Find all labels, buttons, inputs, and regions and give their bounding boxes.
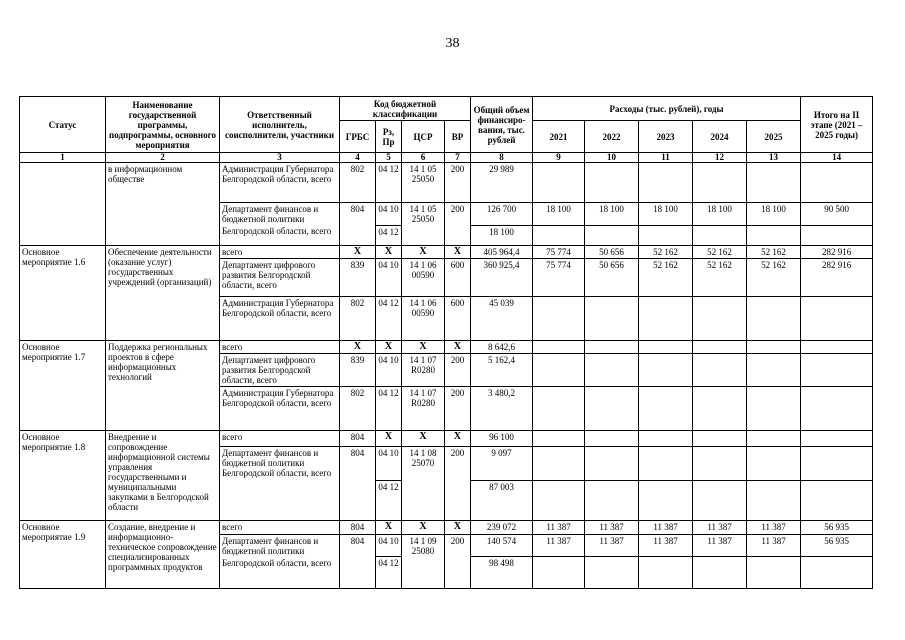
- responsible-cell: Администрация Губернатора Белгородской области, всего: [220, 163, 340, 203]
- page-number: 38: [445, 36, 460, 51]
- name-cell: Создание, внедрение и информационно-техническое сопровождение специализированных программных продуктов: [106, 520, 220, 589]
- total-cell: 98 498: [471, 557, 533, 589]
- stage-cell: 282 916: [801, 245, 873, 258]
- x-mark: Х: [402, 430, 445, 446]
- column-number: 5: [376, 153, 402, 163]
- year-cell: [639, 430, 693, 446]
- year-cell: [693, 163, 747, 203]
- status-cell: [20, 163, 106, 246]
- table-row: [20, 245, 873, 258]
- year-cell: [585, 225, 639, 245]
- year-2022-cell: 11 387: [585, 534, 639, 557]
- responsible-cell: Департамент финансов и бюджетной политики: [220, 203, 340, 226]
- stage-cell: 90 500: [801, 203, 873, 226]
- year-cell: [747, 386, 801, 430]
- year-cell: [585, 557, 639, 589]
- total-cell: 360 925,4: [471, 258, 533, 296]
- stage-cell: [801, 446, 873, 480]
- header-2023: 2023: [639, 121, 693, 153]
- x-mark: Х: [445, 430, 471, 446]
- status-cell: Основное мероприятие 1.6: [20, 245, 106, 340]
- stage-cell: [801, 225, 873, 245]
- grbs-cell: 839: [340, 258, 376, 296]
- column-number: 13: [747, 153, 801, 163]
- column-number: 8: [471, 153, 533, 163]
- year-cell: [693, 386, 747, 430]
- year-2022-cell: 18 100: [585, 203, 639, 226]
- csr-cell: 14 1 08 25070: [402, 446, 445, 520]
- year-cell: [747, 225, 801, 245]
- year-cell: [585, 430, 639, 446]
- year-cell: [747, 163, 801, 203]
- stage-cell: [801, 353, 873, 386]
- x-mark: Х: [402, 340, 445, 353]
- table-row: [20, 163, 873, 203]
- year-2025-cell: 52 162: [747, 245, 801, 258]
- vr-cell: 200: [445, 446, 471, 520]
- year-cell: [747, 296, 801, 340]
- status-cell: Основное мероприятие 1.8: [20, 430, 106, 520]
- stage-cell: 56 935: [801, 520, 873, 534]
- total-cell: 8 642,6: [471, 340, 533, 353]
- header-responsible: Ответственный исполнитель, соисполнители, участники: [220, 97, 340, 153]
- stage-cell: [801, 480, 873, 520]
- year-2022-cell: 50 656: [585, 245, 639, 258]
- year-2024-cell: 18 100: [693, 203, 747, 226]
- year-cell: [533, 446, 585, 480]
- vr-cell: 200: [445, 534, 471, 589]
- year-cell: [533, 340, 585, 353]
- total-cell: 29 989: [471, 163, 533, 203]
- rzpr-cell: 04 12: [376, 296, 402, 340]
- header-name: Наименование государственной программы, подпрограммы, основного мероприятия: [106, 97, 220, 153]
- column-number: 6: [402, 153, 445, 163]
- year-cell: [639, 557, 693, 589]
- x-mark: Х: [445, 340, 471, 353]
- name-cell: Обеспечение деятельности (оказание услуг) государственных учреждений (организаций): [106, 245, 220, 340]
- year-2022-cell: 11 387: [585, 520, 639, 534]
- year-cell: [747, 446, 801, 480]
- rzpr-cell: 04 10: [376, 534, 402, 557]
- year-2023-cell: 11 387: [639, 520, 693, 534]
- grbs-cell: 802: [340, 296, 376, 340]
- column-number: 11: [639, 153, 693, 163]
- year-cell: [639, 353, 693, 386]
- x-mark: Х: [340, 245, 376, 258]
- vr-cell: 600: [445, 258, 471, 296]
- year-2021-cell: 11 387: [533, 534, 585, 557]
- year-cell: [693, 353, 747, 386]
- rzpr-cell: 04 12: [376, 225, 402, 245]
- csr-cell: 14 1 07 R0280: [402, 353, 445, 386]
- total-cell: 239 072: [471, 520, 533, 534]
- year-cell: [693, 430, 747, 446]
- year-cell: [639, 340, 693, 353]
- year-cell: [747, 557, 801, 589]
- year-2023-cell: 52 162: [639, 245, 693, 258]
- total-cell: 405 964,4: [471, 245, 533, 258]
- csr-cell: 14 1 06 00590: [402, 296, 445, 340]
- year-cell: [533, 296, 585, 340]
- header-grbs: ГРБС: [340, 121, 376, 153]
- year-cell: [693, 557, 747, 589]
- rzpr-cell: 04 12: [376, 480, 402, 520]
- grbs-cell: 804: [340, 203, 376, 246]
- grbs-cell: 804: [340, 520, 376, 534]
- year-2021-cell: 18 100: [533, 203, 585, 226]
- year-cell: [585, 353, 639, 386]
- year-cell: [585, 163, 639, 203]
- year-cell: [585, 446, 639, 480]
- column-number: 10: [585, 153, 639, 163]
- grbs-cell: 802: [340, 163, 376, 203]
- column-number: 12: [693, 153, 747, 163]
- year-cell: [639, 386, 693, 430]
- responsible-cell: Департамент цифрового развития Белгородской области, всего: [220, 353, 340, 386]
- vr-cell: 200: [445, 353, 471, 386]
- year-2021-cell: 75 774: [533, 258, 585, 296]
- column-number-row: [20, 153, 873, 163]
- header-2021: 2021: [533, 121, 585, 153]
- grbs-cell: 804: [340, 534, 376, 589]
- year-cell: [639, 225, 693, 245]
- header-expenses: Расходы (тыс. рублей), годы: [533, 97, 801, 121]
- header-budget-code: Код бюджетной классификации: [340, 97, 471, 121]
- header-2022: 2022: [585, 121, 639, 153]
- year-2024-cell: 52 162: [693, 245, 747, 258]
- csr-cell: 14 1 05 25050: [402, 203, 445, 246]
- year-cell: [747, 430, 801, 446]
- year-cell: [585, 340, 639, 353]
- name-cell: Внедрение и сопровождение информационной системы управления государственными и муниципальными закупками в Белгородской области: [106, 430, 220, 520]
- rzpr-cell: 04 10: [376, 353, 402, 386]
- year-2024-cell: 11 387: [693, 520, 747, 534]
- stage-cell: [801, 296, 873, 340]
- year-cell: [533, 557, 585, 589]
- year-2025-cell: 11 387: [747, 520, 801, 534]
- header-2025: 2025: [747, 121, 801, 153]
- stage-cell: 56 935: [801, 534, 873, 557]
- stage-cell: [801, 386, 873, 430]
- x-mark: Х: [376, 245, 402, 258]
- year-cell: [533, 225, 585, 245]
- rzpr-cell: 04 10: [376, 446, 402, 480]
- rzpr-cell: 04 12: [376, 386, 402, 430]
- year-2024-cell: 52 162: [693, 258, 747, 296]
- year-cell: [639, 480, 693, 520]
- responsible-cell: всего: [220, 430, 340, 446]
- year-cell: [533, 163, 585, 203]
- responsible-cell: всего: [220, 245, 340, 258]
- year-2021-cell: 75 774: [533, 245, 585, 258]
- header-total-volume: Общий объем финансиро-вания, тыс. рублей: [471, 97, 533, 153]
- header-stage-total: Итого на II этапе (2021 – 2025 годы): [801, 97, 873, 153]
- grbs-cell: 804: [340, 446, 376, 520]
- year-cell: [693, 340, 747, 353]
- responsible-cell: всего: [220, 340, 340, 353]
- status-cell: Основное мероприятие 1.7: [20, 340, 106, 430]
- x-mark: Х: [376, 340, 402, 353]
- header-csr: ЦСР: [402, 121, 445, 153]
- year-cell: [747, 480, 801, 520]
- column-number: 9: [533, 153, 585, 163]
- year-2024-cell: 11 387: [693, 534, 747, 557]
- table-row: [20, 520, 873, 534]
- x-mark: Х: [445, 520, 471, 534]
- responsible-cell: Белгородской области, всего: [220, 225, 340, 245]
- status-cell: Основное мероприятие 1.9: [20, 520, 106, 589]
- rzpr-cell: 04 10: [376, 258, 402, 296]
- x-mark: Х: [402, 520, 445, 534]
- year-2025-cell: 18 100: [747, 203, 801, 226]
- year-2023-cell: 52 162: [639, 258, 693, 296]
- total-cell: 45 039: [471, 296, 533, 340]
- year-cell: [533, 386, 585, 430]
- header-rzpr: Рз, Пр: [376, 121, 402, 153]
- table-row: [20, 340, 873, 353]
- rzpr-cell: 04 12: [376, 163, 402, 203]
- responsible-cell: Департамент цифрового развития Белгородской области, всего: [220, 258, 340, 296]
- column-number: 1: [20, 153, 106, 163]
- responsible-cell: Департамент финансов и бюджетной политики: [220, 534, 340, 557]
- stage-cell: [801, 163, 873, 203]
- column-number: 14: [801, 153, 873, 163]
- total-cell: 87 003: [471, 480, 533, 520]
- total-cell: 18 100: [471, 225, 533, 245]
- header-2024: 2024: [693, 121, 747, 153]
- year-cell: [693, 296, 747, 340]
- year-2025-cell: 11 387: [747, 534, 801, 557]
- year-cell: [585, 386, 639, 430]
- total-cell: 5 162,4: [471, 353, 533, 386]
- year-cell: [639, 446, 693, 480]
- year-cell: [747, 353, 801, 386]
- year-2022-cell: 50 656: [585, 258, 639, 296]
- x-mark: Х: [402, 245, 445, 258]
- stage-cell: 282 916: [801, 258, 873, 296]
- year-2023-cell: 11 387: [639, 534, 693, 557]
- year-cell: [747, 340, 801, 353]
- stage-cell: [801, 557, 873, 589]
- column-number: 7: [445, 153, 471, 163]
- header-vr: ВР: [445, 121, 471, 153]
- rzpr-cell: 04 12: [376, 557, 402, 589]
- x-mark: Х: [376, 430, 402, 446]
- vr-cell: 200: [445, 163, 471, 203]
- responsible-cell: Администрация Губернатора Белгородской области, всего: [220, 296, 340, 340]
- csr-cell: 14 1 09 25080: [402, 534, 445, 589]
- year-2023-cell: 18 100: [639, 203, 693, 226]
- year-cell: [533, 480, 585, 520]
- column-number: 2: [106, 153, 220, 163]
- header-status: Статус: [20, 97, 106, 153]
- responsible-cell: Администрация Губернатора Белгородской области, всего: [220, 386, 340, 430]
- responsible-cell: Департамент финансов и бюджетной политики Белгородской области, всего: [220, 446, 340, 520]
- stage-cell: [801, 340, 873, 353]
- total-cell: 3 480,2: [471, 386, 533, 430]
- grbs-cell: 839: [340, 353, 376, 386]
- year-cell: [693, 480, 747, 520]
- stage-cell: [801, 430, 873, 446]
- year-cell: [585, 296, 639, 340]
- year-cell: [639, 163, 693, 203]
- x-mark: Х: [445, 245, 471, 258]
- total-cell: 140 574: [471, 534, 533, 557]
- year-cell: [533, 353, 585, 386]
- grbs-cell: 802: [340, 386, 376, 430]
- x-mark: Х: [340, 340, 376, 353]
- year-2021-cell: 11 387: [533, 520, 585, 534]
- vr-cell: 600: [445, 296, 471, 340]
- vr-cell: 200: [445, 203, 471, 246]
- column-number: 4: [340, 153, 376, 163]
- csr-cell: 14 1 05 25050: [402, 163, 445, 203]
- responsible-cell: Белгородской области, всего: [220, 557, 340, 589]
- table-row: [20, 430, 873, 446]
- name-cell: в информационном обществе: [106, 163, 220, 246]
- budget-table: [19, 96, 873, 589]
- total-cell: 96 100: [471, 430, 533, 446]
- vr-cell: 200: [445, 386, 471, 430]
- year-cell: [693, 446, 747, 480]
- total-cell: 9 097: [471, 446, 533, 480]
- grbs-cell: 804: [340, 430, 376, 446]
- year-2025-cell: 52 162: [747, 258, 801, 296]
- total-cell: 126 700: [471, 203, 533, 226]
- csr-cell: 14 1 07 R0280: [402, 386, 445, 430]
- responsible-cell: всего: [220, 520, 340, 534]
- year-cell: [693, 225, 747, 245]
- year-cell: [533, 430, 585, 446]
- column-number: 3: [220, 153, 340, 163]
- year-cell: [585, 480, 639, 520]
- rzpr-cell: 04 10: [376, 203, 402, 226]
- csr-cell: 14 1 06 00590: [402, 258, 445, 296]
- x-mark: Х: [376, 520, 402, 534]
- year-cell: [639, 296, 693, 340]
- name-cell: Поддержка региональных проектов в сфере информационных технологий: [106, 340, 220, 430]
